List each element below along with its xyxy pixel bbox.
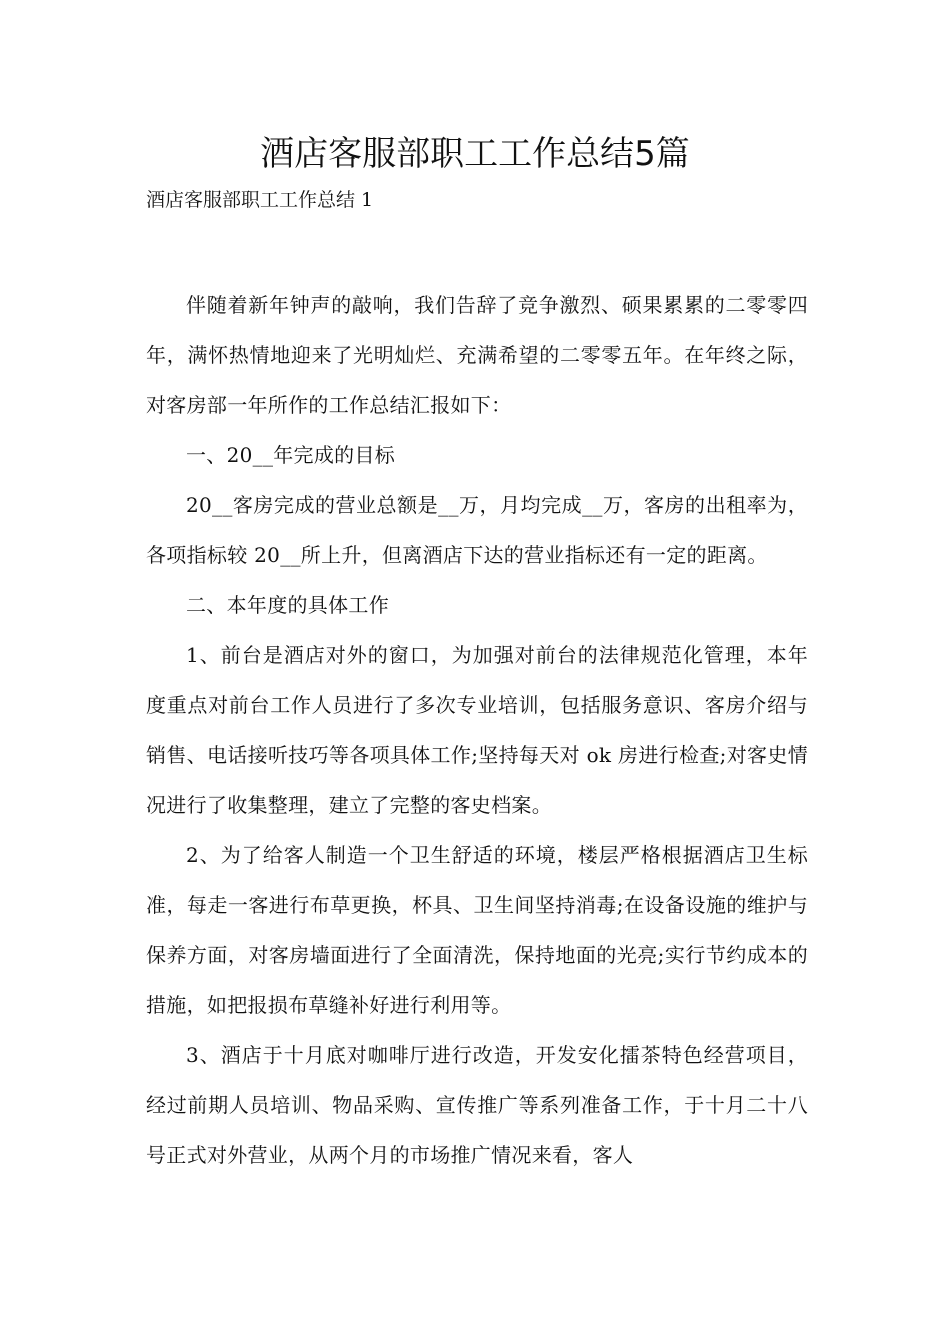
paragraph-intro: 伴随着新年钟声的敲响，我们告辞了竞争激烈、硕果累累的二零零四年，满怀热情地迎来了光明灿烂、充满希望的二零零五年。在年终之际，对客房部一年所作的工作总结汇报如下： xyxy=(146,293,808,417)
document-title: 酒店客服部职工工作总结5篇 xyxy=(260,134,690,174)
paragraph-item-1: 1、前台是酒店对外的窗口，为加强对前台的法律规范化管理，本年度重点对前台工作人员进行了多次专业培训，包括服务意识、客房介绍与销售、电话接听技巧等各项具体工作;坚持每天对 ok 房进行检查;对客史情况进行了收集整理，建立了完整的客史档案。 xyxy=(146,643,808,817)
paragraph-goals: 20__客房完成的营业总额是__万，月均完成__万，客房的出租率为，各项指标较 20__所上升，但离酒店下达的营业指标还有一定的距离。 xyxy=(146,493,808,567)
paragraph-item-2: 2、为了给客人制造一个卫生舒适的环境，楼层严格根据酒店卫生标准，每走一客进行布草更换，杯具、卫生间坚持消毒;在设备设施的维护与保养方面，对客房墙面进行了全面清洗，保持地面的光亮;实行节约成本的措施，如把报损布草缝补好进行利用等。 xyxy=(146,843,808,1017)
document-subtitle: 酒店客服部职工工作总结 1 xyxy=(146,189,374,211)
section-heading-work: 二、本年度的具体工作 xyxy=(186,593,389,617)
section-heading-goals: 一、20__年完成的目标 xyxy=(186,443,396,467)
document-body xyxy=(146,280,808,1180)
paragraph-item-3: 3、酒店于十月底对咖啡厅进行改造，开发安化擂茶特色经营项目，经过前期人员培训、物品采购、宣传推广等系列准备工作，于十月二十八号正式对外营业，从两个月的市场推广情况来看，客人 xyxy=(146,1043,808,1167)
